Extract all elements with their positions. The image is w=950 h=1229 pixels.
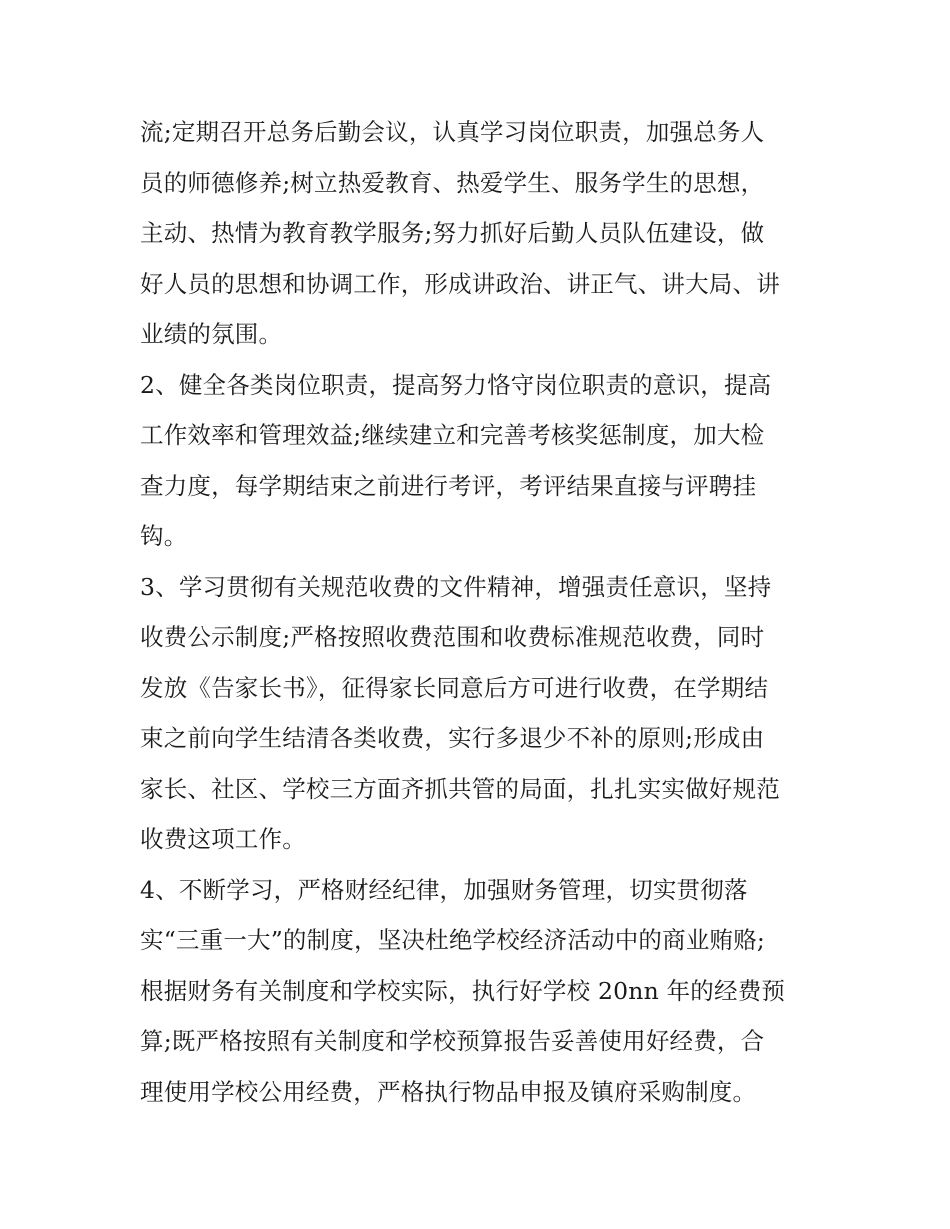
document-body [140,107,820,1117]
text-line: 家长、社区、学校三方面齐抓共管的局面，扎扎实实做好规范 [140,774,780,803]
text-line: 3、学习贯彻有关规范收费的文件精神，增强责任意识，坚持 [140,572,772,601]
text-line: 根据财务有关制度和学校实际，执行好学校 20nn 年的经费预 [140,976,786,1005]
text-line: 束之前向学生结清各类收费，实行多退少不补的原则;形成由 [140,724,765,752]
text-line: 员的师德修养;树立热爱教育、热爱学生、服务学生的思想， [140,168,765,197]
text-line: 业绩的氛围。 [140,320,283,348]
text-line: 收费公示制度;严格按照收费范围和收费标准规范收费，同时 [140,623,765,651]
text-line: 4、不断学习，严格财经纪律，加强财务管理，切实贯彻落 [140,875,748,904]
text-line: 工作效率和管理效益;继续建立和完善考核奖惩制度，加大检 [140,421,765,449]
text-line: 收费这项工作。 [140,825,306,853]
text-line: 算;既严格按照有关制度和学校预算报告妥善使用好经费，合 [140,1027,765,1055]
text-line: 好人员的思想和协调工作，形成讲政治、讲正气、讲大局、讲 [140,269,780,298]
text-line: 流;定期召开总务后勤会议，认真学习岗位职责，加强总务人 [140,118,765,146]
text-line: 主动、热情为教育教学服务;努力抓好后勤人员队伍建设，做 [140,219,765,247]
text-line: 发放《告家长书》，征得家长同意后方可进行收费，在学期结 [140,673,769,702]
text-line: 2、健全各类岗位职责，提高努力恪守岗位职责的意识，提高 [140,370,772,399]
text-line: 理使用学校公用经费，严格执行物品申报及镇府采购制度。 [140,1077,757,1106]
text-line: 查力度，每学期结束之前进行考评，考评结果直接与评聘挂 [140,471,757,500]
text-line: 实“三重一大”的制度，坚决杜绝学校经济活动中的商业贿赂; [140,926,766,954]
text-line: 钩。 [140,522,188,550]
